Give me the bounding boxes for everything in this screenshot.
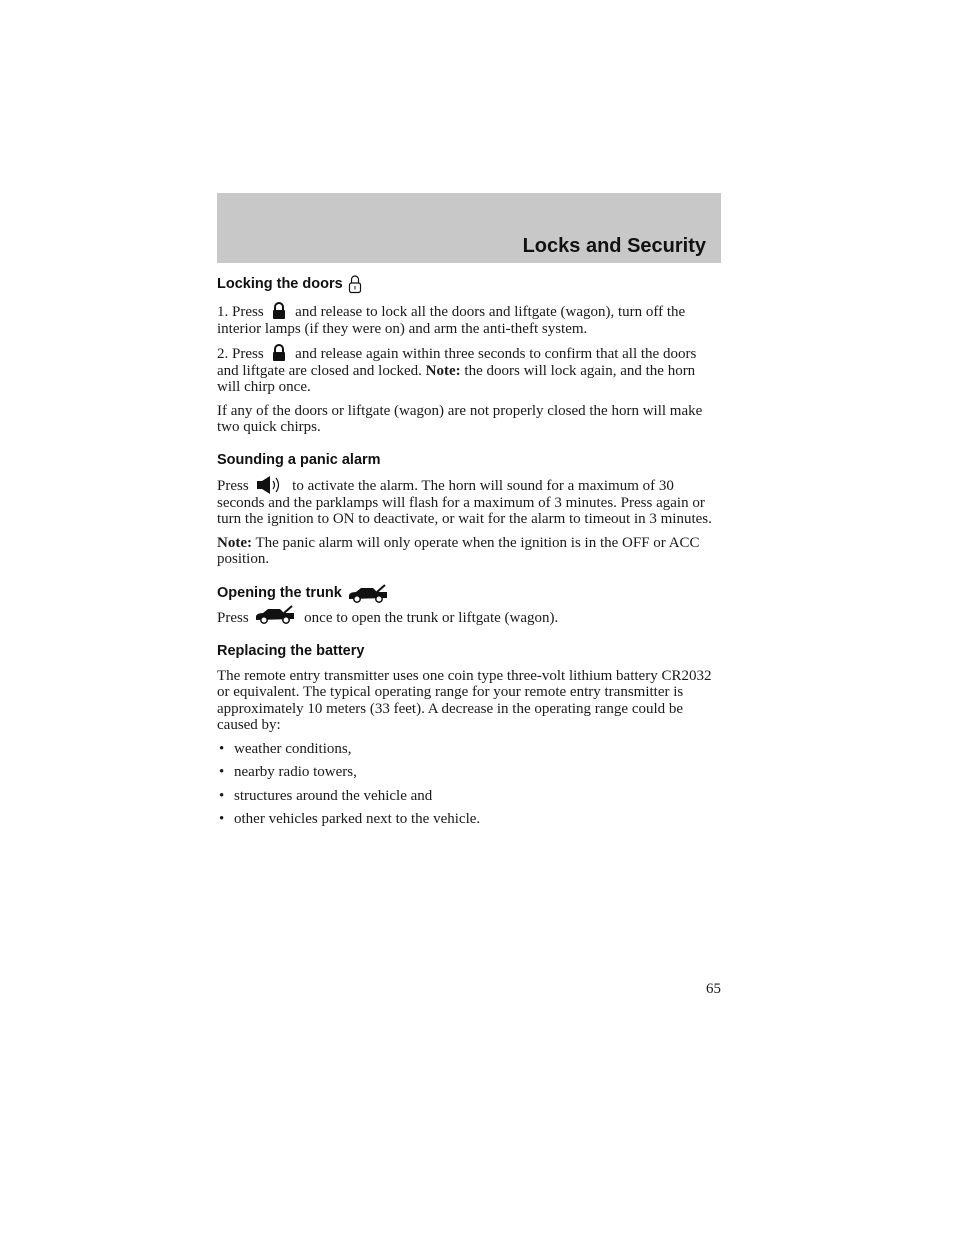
panic-note: Note: The panic alarm will only operate when the ignition is in the OFF or ACC position.: [217, 534, 700, 568]
lock-icon: [268, 302, 290, 320]
heading-panic-alarm: Sounding a panic alarm: [217, 451, 381, 468]
locking-step-1: 1. Press and release to lock all the doors and liftgate (wagon), turn off the interior lamps (if they were on) and arm the anti-theft system.: [217, 304, 721, 337]
list-item: • other vehicles parked next to the vehicle.: [217, 811, 721, 828]
panic-paragraph: Press to activate the alarm. The horn will sound for a maximum of 30 seconds and the parklamps will flash for a maximum of 3 minutes. Press again or turn the ignition to ON to deactivate, or wait for the alarm to timeout in 3 minutes.: [217, 478, 721, 528]
page-content: [217, 274, 721, 828]
locking-step-2: 2. Press and release again within three seconds to confirm that all the doors and liftgate are closed and locked. Note: the doors will lock again, and the horn will chirp once.: [217, 346, 721, 396]
trunk-paragraph: Press once to open the trunk or liftgate (wagon).: [217, 610, 721, 627]
heading-locking-doors: Locking the doors: [217, 274, 721, 294]
page-number: 65: [706, 981, 721, 997]
battery-paragraph: The remote entry transmitter uses one coin type three-volt lithium battery CR2032 or equivalent. The typical operating range for your remote entry transmitter is approximately 10 meters (33 feet). A decrease in the operating range could be caused by:: [217, 667, 712, 734]
heading-opening-trunk: Opening the trunk: [217, 584, 721, 604]
car-trunk-icon: [254, 605, 296, 625]
list-item: • weather conditions,: [217, 741, 721, 758]
section-header-band: [217, 193, 721, 263]
list-item: • nearby radio towers,: [217, 764, 721, 781]
heading-replacing-battery: Replacing the battery: [217, 643, 365, 660]
list-item: • structures around the vehicle and: [217, 788, 721, 805]
lock-icon: [268, 344, 290, 362]
lock-outline-icon: [348, 274, 362, 294]
car-trunk-icon: [347, 584, 389, 604]
battery-range-list: [217, 741, 721, 828]
locking-paragraph-chirps: If any of the doors or liftgate (wagon) are not properly closed the horn will make two quick chirps.: [217, 402, 703, 435]
section-title: Locks and Security: [522, 235, 706, 257]
horn-icon: [255, 475, 285, 495]
